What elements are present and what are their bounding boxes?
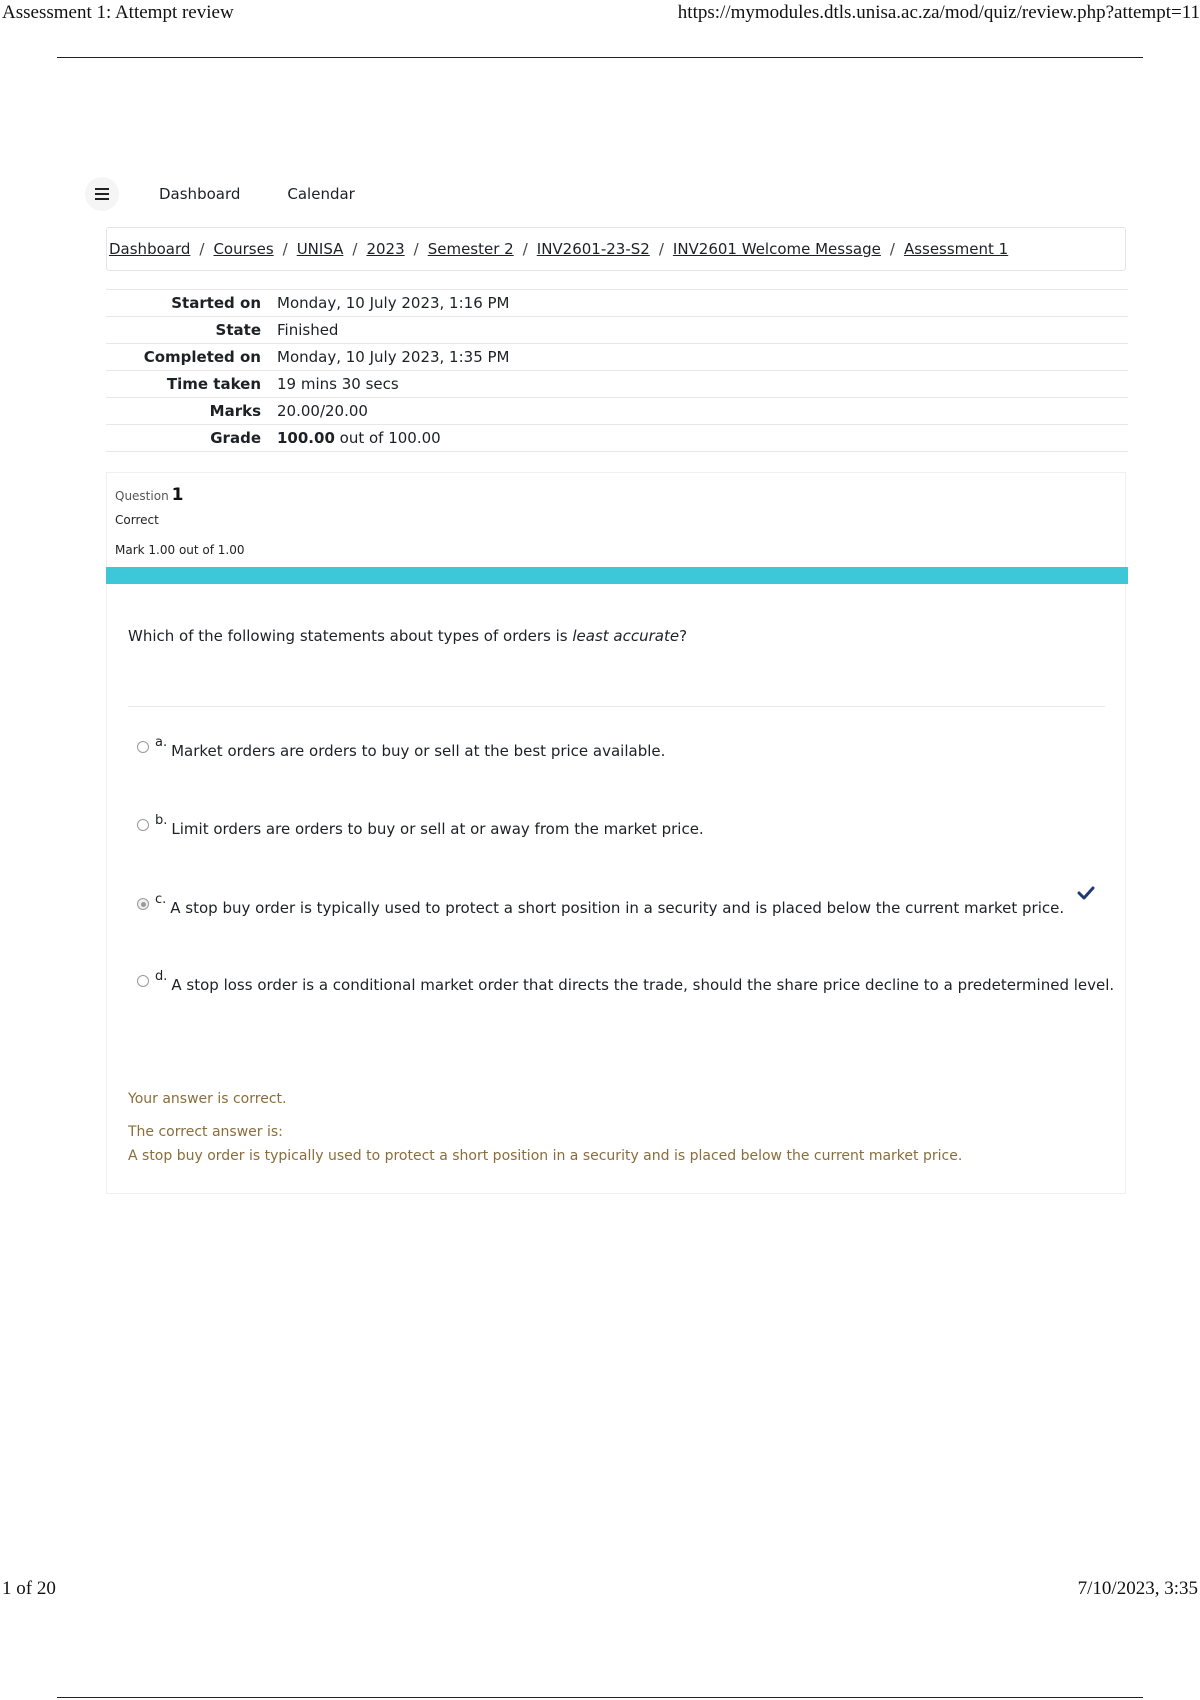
question-text-emphasis: least accurate bbox=[572, 627, 680, 645]
summary-row bbox=[106, 425, 1128, 452]
question-text bbox=[128, 627, 687, 645]
summary-row bbox=[106, 317, 1128, 344]
feedback-message: Your answer is correct. bbox=[128, 1091, 287, 1107]
question-info bbox=[106, 472, 1126, 568]
breadcrumb-separator: / bbox=[352, 240, 358, 258]
print-header-title: Assessment 1: Attempt review bbox=[2, 2, 234, 23]
breadcrumb-course[interactable]: INV2601-23-S2 bbox=[536, 240, 650, 258]
question-progress-bar bbox=[106, 567, 1128, 584]
breadcrumb-separator: / bbox=[413, 240, 419, 258]
question-text-start: Which of the following statements about types of orders is bbox=[128, 627, 573, 645]
question-divider bbox=[128, 706, 1105, 707]
radio-option-c-selected[interactable] bbox=[137, 898, 149, 910]
footer-rule bbox=[57, 1697, 1143, 1698]
answer-option-a[interactable] bbox=[137, 736, 665, 760]
radio-option-a[interactable] bbox=[137, 741, 149, 753]
answer-option-d[interactable] bbox=[137, 970, 1114, 994]
breadcrumb-year[interactable]: 2023 bbox=[366, 240, 405, 258]
summary-label: Started on bbox=[106, 290, 277, 317]
header-rule bbox=[57, 57, 1143, 58]
breadcrumb-separator: / bbox=[282, 240, 288, 258]
option-text: A stop buy order is typically used to protect a short position in a security and is placed below the current market price. bbox=[170, 899, 1065, 917]
breadcrumb-separator: / bbox=[658, 240, 664, 258]
option-letter: d. bbox=[155, 969, 168, 984]
summary-row bbox=[106, 398, 1128, 425]
question-mark: Mark 1.00 out of 1.00 bbox=[115, 543, 245, 557]
summary-value: 20.00/20.00 bbox=[277, 398, 1128, 425]
summary-label: Completed on bbox=[106, 344, 277, 371]
breadcrumb-welcome[interactable]: INV2601 Welcome Message bbox=[672, 240, 881, 258]
print-footer-date: 7/10/2023, 3:35 bbox=[1077, 1578, 1198, 1599]
summary-label: Marks bbox=[106, 398, 277, 425]
nav-calendar-link[interactable]: Calendar bbox=[287, 185, 355, 203]
question-state: Correct bbox=[115, 513, 159, 527]
breadcrumb-unisa[interactable]: UNISA bbox=[296, 240, 344, 258]
correct-answer-label: The correct answer is: bbox=[128, 1124, 283, 1140]
answer-option-c[interactable] bbox=[137, 893, 1064, 917]
option-letter: c. bbox=[155, 892, 167, 907]
radio-option-b[interactable] bbox=[137, 819, 149, 831]
menu-icon[interactable] bbox=[85, 177, 119, 211]
summary-value: Monday, 10 July 2023, 1:16 PM bbox=[277, 290, 1128, 317]
radio-option-d[interactable] bbox=[137, 975, 149, 987]
summary-row bbox=[106, 290, 1128, 317]
breadcrumb-separator: / bbox=[889, 240, 895, 258]
option-letter: b. bbox=[155, 813, 168, 828]
print-header-url: https://mymodules.dtls.unisa.ac.za/mod/quiz/review.php?attempt=11 bbox=[677, 2, 1200, 23]
attempt-summary-table bbox=[106, 289, 1128, 452]
grade-value: 100.00 bbox=[277, 429, 335, 447]
option-text: A stop loss order is a conditional market order that directs the trade, should the share price decline to a predetermined level. bbox=[171, 976, 1115, 994]
summary-row bbox=[106, 344, 1128, 371]
summary-row bbox=[106, 371, 1128, 398]
breadcrumb-separator: / bbox=[522, 240, 528, 258]
summary-value bbox=[277, 425, 1128, 452]
question-content bbox=[106, 584, 1126, 1194]
summary-label: Grade bbox=[106, 425, 277, 452]
breadcrumb bbox=[106, 227, 1126, 271]
summary-label: Time taken bbox=[106, 371, 277, 398]
question-text-end: ? bbox=[679, 627, 688, 645]
question-number: 1 bbox=[171, 485, 184, 505]
option-text: Market orders are orders to buy or sell at the best price available. bbox=[171, 742, 666, 760]
summary-value: Finished bbox=[277, 317, 1128, 344]
correct-answer-text: A stop buy order is typically used to protect a short position in a security and is placed below the current market price. bbox=[128, 1148, 963, 1164]
summary-value: Monday, 10 July 2023, 1:35 PM bbox=[277, 344, 1128, 371]
breadcrumb-semester[interactable]: Semester 2 bbox=[427, 240, 514, 258]
breadcrumb-assessment[interactable]: Assessment 1 bbox=[903, 240, 1009, 258]
question-label-text: Question bbox=[115, 489, 169, 503]
summary-value: 19 mins 30 secs bbox=[277, 371, 1128, 398]
option-letter: a. bbox=[155, 735, 168, 750]
nav-dashboard-link[interactable]: Dashboard bbox=[159, 185, 241, 203]
breadcrumb-courses[interactable]: Courses bbox=[213, 240, 274, 258]
check-icon bbox=[1077, 886, 1095, 900]
breadcrumb-separator: / bbox=[199, 240, 205, 258]
option-text: Limit orders are orders to buy or sell at or away from the market price. bbox=[171, 820, 704, 838]
summary-label: State bbox=[106, 317, 277, 344]
answer-option-b[interactable] bbox=[137, 814, 704, 838]
question-label bbox=[115, 485, 184, 505]
grade-out-of: out of 100.00 bbox=[334, 429, 441, 447]
top-navbar bbox=[85, 174, 1130, 214]
breadcrumb-dashboard[interactable]: Dashboard bbox=[109, 240, 191, 258]
print-footer-page: 1 of 20 bbox=[2, 1578, 56, 1599]
